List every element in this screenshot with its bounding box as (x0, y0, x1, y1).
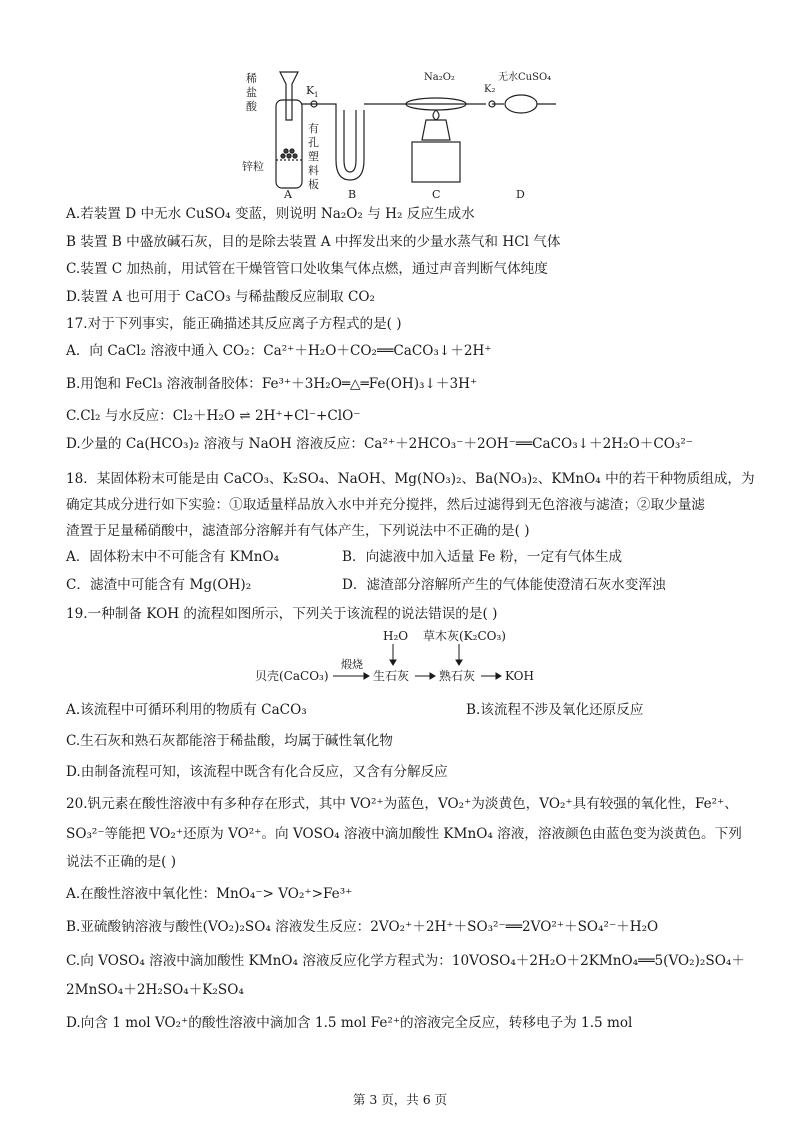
label-acid-2: 盐 (246, 86, 257, 99)
label-device-a: A (284, 188, 292, 200)
label-plate-5: 板 (308, 178, 319, 191)
device-c-flame (433, 110, 439, 120)
q18-option-d: D．滤渣部分溶解所产生的气体能使澄清石灰水变浑浊 (342, 577, 666, 593)
q20-option-a: A.在酸性溶液中氧化性：MnO₄⁻> VO₂⁺>Fe³⁺ (66, 886, 353, 902)
q18-stem-line2: 确定其成分进行如下实验：①取适量样品放入水中并充分搅拌，然后过滤得到无色溶液与滤渣；②取少量滤 (66, 497, 705, 513)
q20-stem-line2: SO₃²⁻等能把 VO₂⁺还原为 VO²⁺。向 VOSO₄ 溶液中滴加酸性 KMnO₄ 溶液，溶液颜色由蓝色变为淡黄色。下列 (66, 826, 742, 842)
device-a-funnel (280, 72, 298, 120)
q20-option-d: D.向含 1 mol VO₂⁺的酸性溶液中滴加含 1.5 mol Fe²⁺的溶液完全反应，转移电子为 1.5 mol (66, 1015, 633, 1031)
flow-quicklime: 生石灰 (373, 669, 410, 683)
flow-calcine: 煅烧 (341, 658, 363, 671)
flow-ash: 草木灰(K₂CO₃) (423, 629, 506, 643)
apparatus-figure (236, 60, 576, 200)
device-c-stand (412, 142, 460, 182)
label-plate-3: 塑 (308, 150, 319, 163)
label-na2o2: Na₂O₂ (424, 72, 455, 83)
q19-options-row1 (66, 700, 756, 720)
label-k1-sub: 1 (314, 91, 319, 99)
label-zinc: 锌粒 (242, 160, 264, 173)
label-plate-4: 料 (308, 164, 319, 177)
label-plate-1: 有 (308, 122, 319, 135)
q20-option-b: B.亚硫酸钠溶液与酸性(VO₂)₂SO₄ 溶液发生反应：2VO₂⁺＋2H⁺＋SO₃²⁻══2VO²⁺＋SO₄²⁻＋H₂O (66, 919, 659, 935)
q16-option-c: C.装置 C 加热前，用试管在干燥管管口处收集气体点燃，通过声音判断气体纯度 (66, 261, 548, 277)
q20-stem-line3: 说法不正确的是( ) (66, 854, 177, 870)
q19-stem: 19.一种制备 KOH 的流程如图所示，下列关于该流程的说法错误的是( ) (66, 606, 498, 622)
flow-shell: 贝壳(CaCO₃) (255, 669, 329, 683)
q16-option-b: B 装置 B 中盛放碱石灰，目的是除去装置 A 中挥发出来的少量水蒸气和 HCl 气体 (66, 234, 561, 250)
label-k1: K (306, 84, 315, 97)
q20-option-c-line2: 2MnSO₄＋2H₂SO₄＋K₂SO₄ (66, 982, 244, 998)
q17-option-d: D.少量的 Ca(HCO₃)₂ 溶液与 NaOH 溶液反应：Ca²⁺＋2HCO₃⁻＋2OH⁻══CaCO₃↓＋2H₂O＋CO₃²⁻ (66, 436, 693, 452)
q17-option-b: B.用饱和 FeCl₃ 溶液制备胶体：Fe³⁺＋3H₂O═△═Fe(OH)₃↓＋3H⁺ (66, 376, 478, 392)
q16-option-d: D.装置 A 也可用于 CaCO₃ 与稀盐酸反应制取 CO₂ (66, 289, 375, 305)
page-footer: 第 3 页，共 6 页 (352, 1092, 448, 1107)
q18-option-b: B．向滤液中加入适量 Fe 粉，一定有气体生成 (342, 549, 623, 565)
zinc-pellets (281, 149, 297, 158)
q16-option-a: A.若装置 D 中无水 CuSO₄ 变蓝，则说明 Na₂O₂ 与 H₂ 反应生成水 (66, 206, 475, 222)
device-a-tube (276, 100, 302, 188)
label-acid-3: 酸 (246, 100, 257, 113)
q17-option-c: C.Cl₂ 与水反应：Cl₂＋H₂O ⇌ 2H⁺+Cl⁻+ClO⁻ (66, 408, 361, 424)
label-plate-2: 孔 (308, 136, 319, 149)
label-device-b: B (348, 188, 357, 200)
q18-options-row1 (66, 547, 756, 567)
label-acid-1: 稀 (246, 72, 257, 85)
q18-stem-line1: 18．某固体粉末可能是由 CaCO₃、K₂SO₄、NaOH、Mg(NO₃)₂、Ba(NO₃)₂、KMnO₄ 中的若干种物质组成，为 (66, 471, 755, 487)
q19-option-c: C.生石灰和熟石灰都能溶于稀盐酸，均属于碱性氧化物 (66, 733, 393, 749)
q19-option-a: A.该流程中可循环利用的物质有 CaCO₃ (66, 702, 307, 718)
q18-option-c: C．滤渣中可能含有 Mg(OH)₂ (66, 577, 252, 593)
q17-stem: 17.对于下列事实，能正确描述其反应离子方程式的是( ) (66, 316, 402, 332)
q20-stem-line1: 20.钒元素在酸性溶液中有多种存在形式，其中 VO²⁺为蓝色，VO₂⁺为淡黄色，VO₂⁺具有较强的氧化性，Fe²⁺、 (66, 796, 738, 812)
q18-stem-line3: 渣置于足量稀硝酸中，滤渣部分溶解并有气体产生，下列说法中不正确的是( ) (66, 523, 530, 539)
label-device-c: C (432, 188, 441, 200)
q17-option-a: A．向 CaCl₂ 溶液中通入 CO₂：Ca²⁺＋H₂O＋CO₂══CaCO₃↓＋2H⁺ (66, 343, 492, 359)
flow-slaked: 熟石灰 (439, 669, 476, 683)
label-cuso4: 无水CuSO₄ (498, 72, 552, 83)
q18-option-a: A．固体粉末中不可能含有 KMnO₄ (66, 549, 280, 565)
label-device-d: D (516, 188, 525, 200)
device-d-drying-tube (505, 95, 537, 113)
q20-option-c-line1: C.向 VOSO₄ 溶液中滴加酸性 KMnO₄ 溶液反应化学方程式为：10VOSO₄＋2H₂O＋2KMnO₄══5(VO₂)₂SO₄＋ (66, 953, 745, 969)
flow-koh: KOH (505, 669, 534, 683)
device-b-utube (336, 110, 364, 180)
pipe-a-b (302, 104, 336, 110)
q19-option-b: B.该流程不涉及氧化还原反应 (466, 702, 644, 718)
q19-flow-diagram (255, 628, 555, 690)
q18-options-row2 (66, 575, 756, 595)
q19-option-d: D.由制备流程可知，该流程中既含有化合反应，又含有分解反应 (66, 764, 448, 780)
device-c-burner (422, 120, 450, 140)
label-k2: K₂ (484, 84, 496, 95)
flow-h2o: H₂O (383, 629, 409, 643)
